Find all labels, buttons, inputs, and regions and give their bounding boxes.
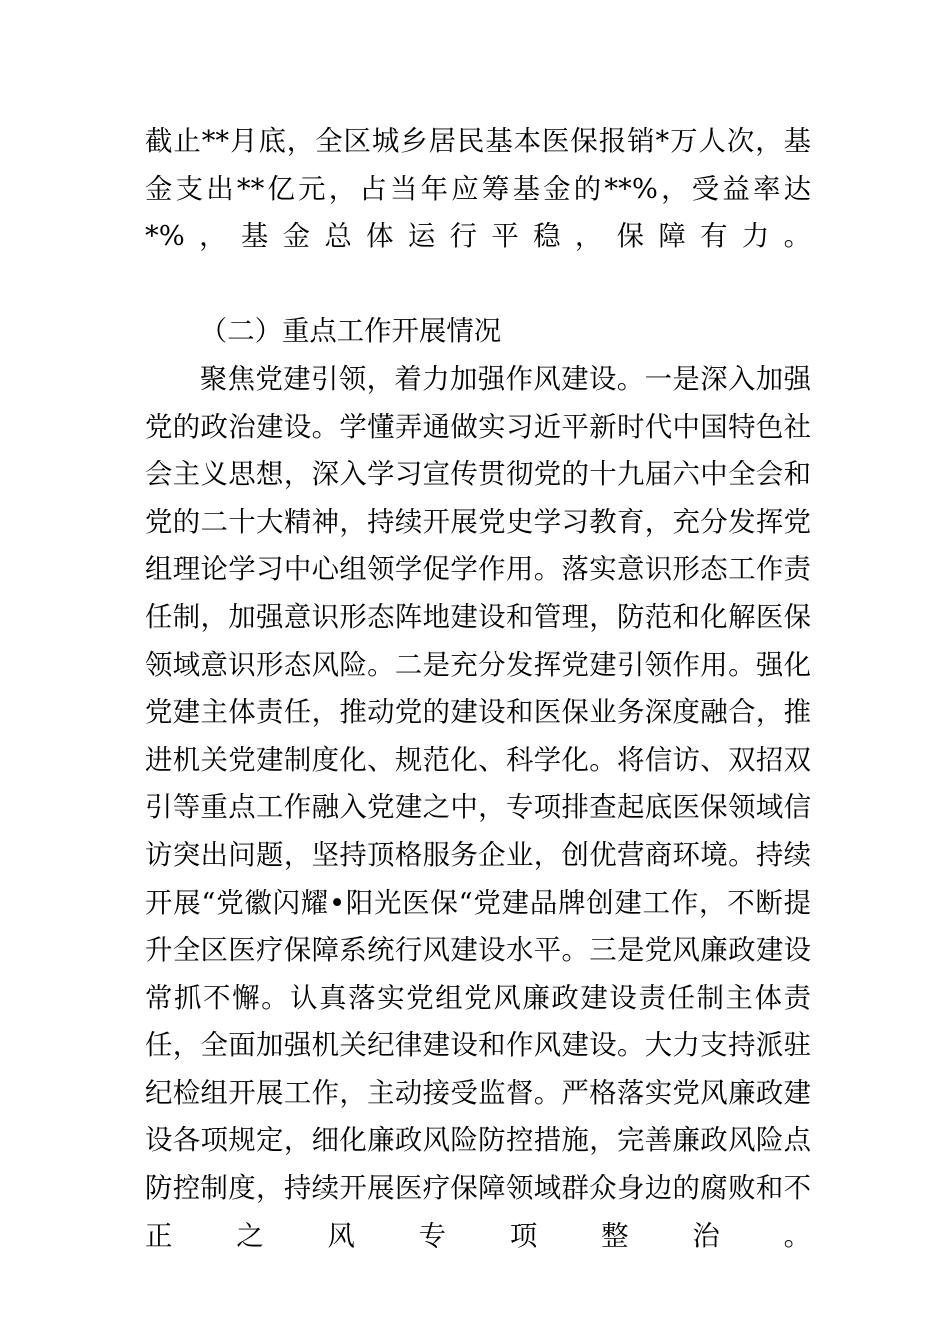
document-text-column bbox=[145, 118, 811, 1308]
paragraph-party-building: 聚焦党建引领，着力加强作风建设。一是深入加强党的政治建设。学懂弄通做实习近平新时代中国特色社会主义思想，深入学习宣传贯彻党的十九届六中全会和党的二十大精神，持续开展党史学习教育，充分发挥党组理论学习中心组领学促学作用。落实意识形态工作责任制，加强意识形态阵地建设和管理，防范和化解医保领域意识形态风险。二是充分发挥党建引领作用。强化党建主体责任，推动党的建设和医保业务深度融合，推进机关党建制度化、规范化、科学化。将信访、双招双引等重点工作融入党建之中，专项排查起底医保领域信访突出问题，坚持顶格服务企业，创优营商环境。持续开展“党徽闪耀•阳光医保“党建品牌创建工作，不断提升全区医疗保障系统行风建设水平。三是党风廉政建设常抓不懈。认真落实党组党风廉政建设责任制主体责任，全面加强机关纪律建设和作风建设。大力支持派驻纪检组开展工作，主动接受监督。严格落实党风廉政建设各项规定，细化廉政风险防控措施，完善廉政风险点防控制度，持续开展医疗保障领域群众身边的腐败和不正之风专项整治。 bbox=[145, 363, 811, 1252]
paragraph-fund-summary: 截止**月底，全区城乡居民基本医保报销*万人次，基金支出**亿元，占当年应筹基金的**%，受益率达*%，基金总体运行平稳，保障有力。 bbox=[145, 126, 811, 253]
heading-section-two: （二）重点工作开展情况 bbox=[199, 316, 502, 348]
